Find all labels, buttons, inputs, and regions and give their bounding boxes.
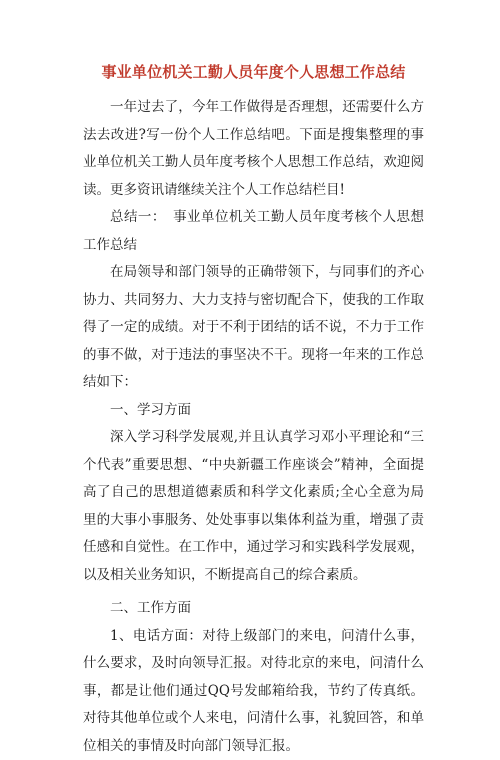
- body-paragraph: 在局领导和部门领导的正确带领下，与同事们的齐心协力、共同努力、大力支持与密切配合下，使我的工作取得了一定的成绩。对于不利于团结的话不说，不力于工作的事不做，对于违法的事坚决不干。现将一年来的工作总结如下：: [83, 259, 424, 397]
- body-paragraph: 1、电话方面：对待上级部门的来电，问清什么事，什么要求，及时向领导汇报。对待北京的来电，问清什么事，都是让他们通过QQ号发邮箱给我，节约了传真纸。对待其他单位或个人来电，问清什么事，礼貌回答，和单位相关的事情及时向部门领导汇报。: [83, 623, 424, 760]
- summary-heading: 总结一： 事业单位机关工勤人员年度考核个人思想工作总结: [83, 204, 424, 259]
- section-heading-work: 二、工作方面: [83, 595, 424, 623]
- section-heading-study: 一、学习方面: [83, 397, 424, 425]
- intro-paragraph: 一年过去了，今年工作做得是否理想，还需要什么方法去改进?写一份个人工作总结吧。下面是搜集整理的事业单位机关工勤人员年度考核个人思想工作总结，欢迎阅读。更多资讯请继续关注个人工作总结栏目!: [83, 94, 424, 204]
- body-paragraph: 深入学习科学发展观,并且认真学习邓小平理论和“三个代表”重要思想、“中央新疆工作座谈会”精神，全面提高了自己的思想道德素质和科学文化素质;全心全意为局里的大事小事服务、处处事事以集体利益为重，增强了责任感和自觉性。在工作中，通过学习和实践科学发展观，以及相关业务知识，不断提高自己的综合素质。: [83, 424, 424, 589]
- document-title: 事业单位机关工勤人员年度个人思想工作总结: [83, 62, 424, 82]
